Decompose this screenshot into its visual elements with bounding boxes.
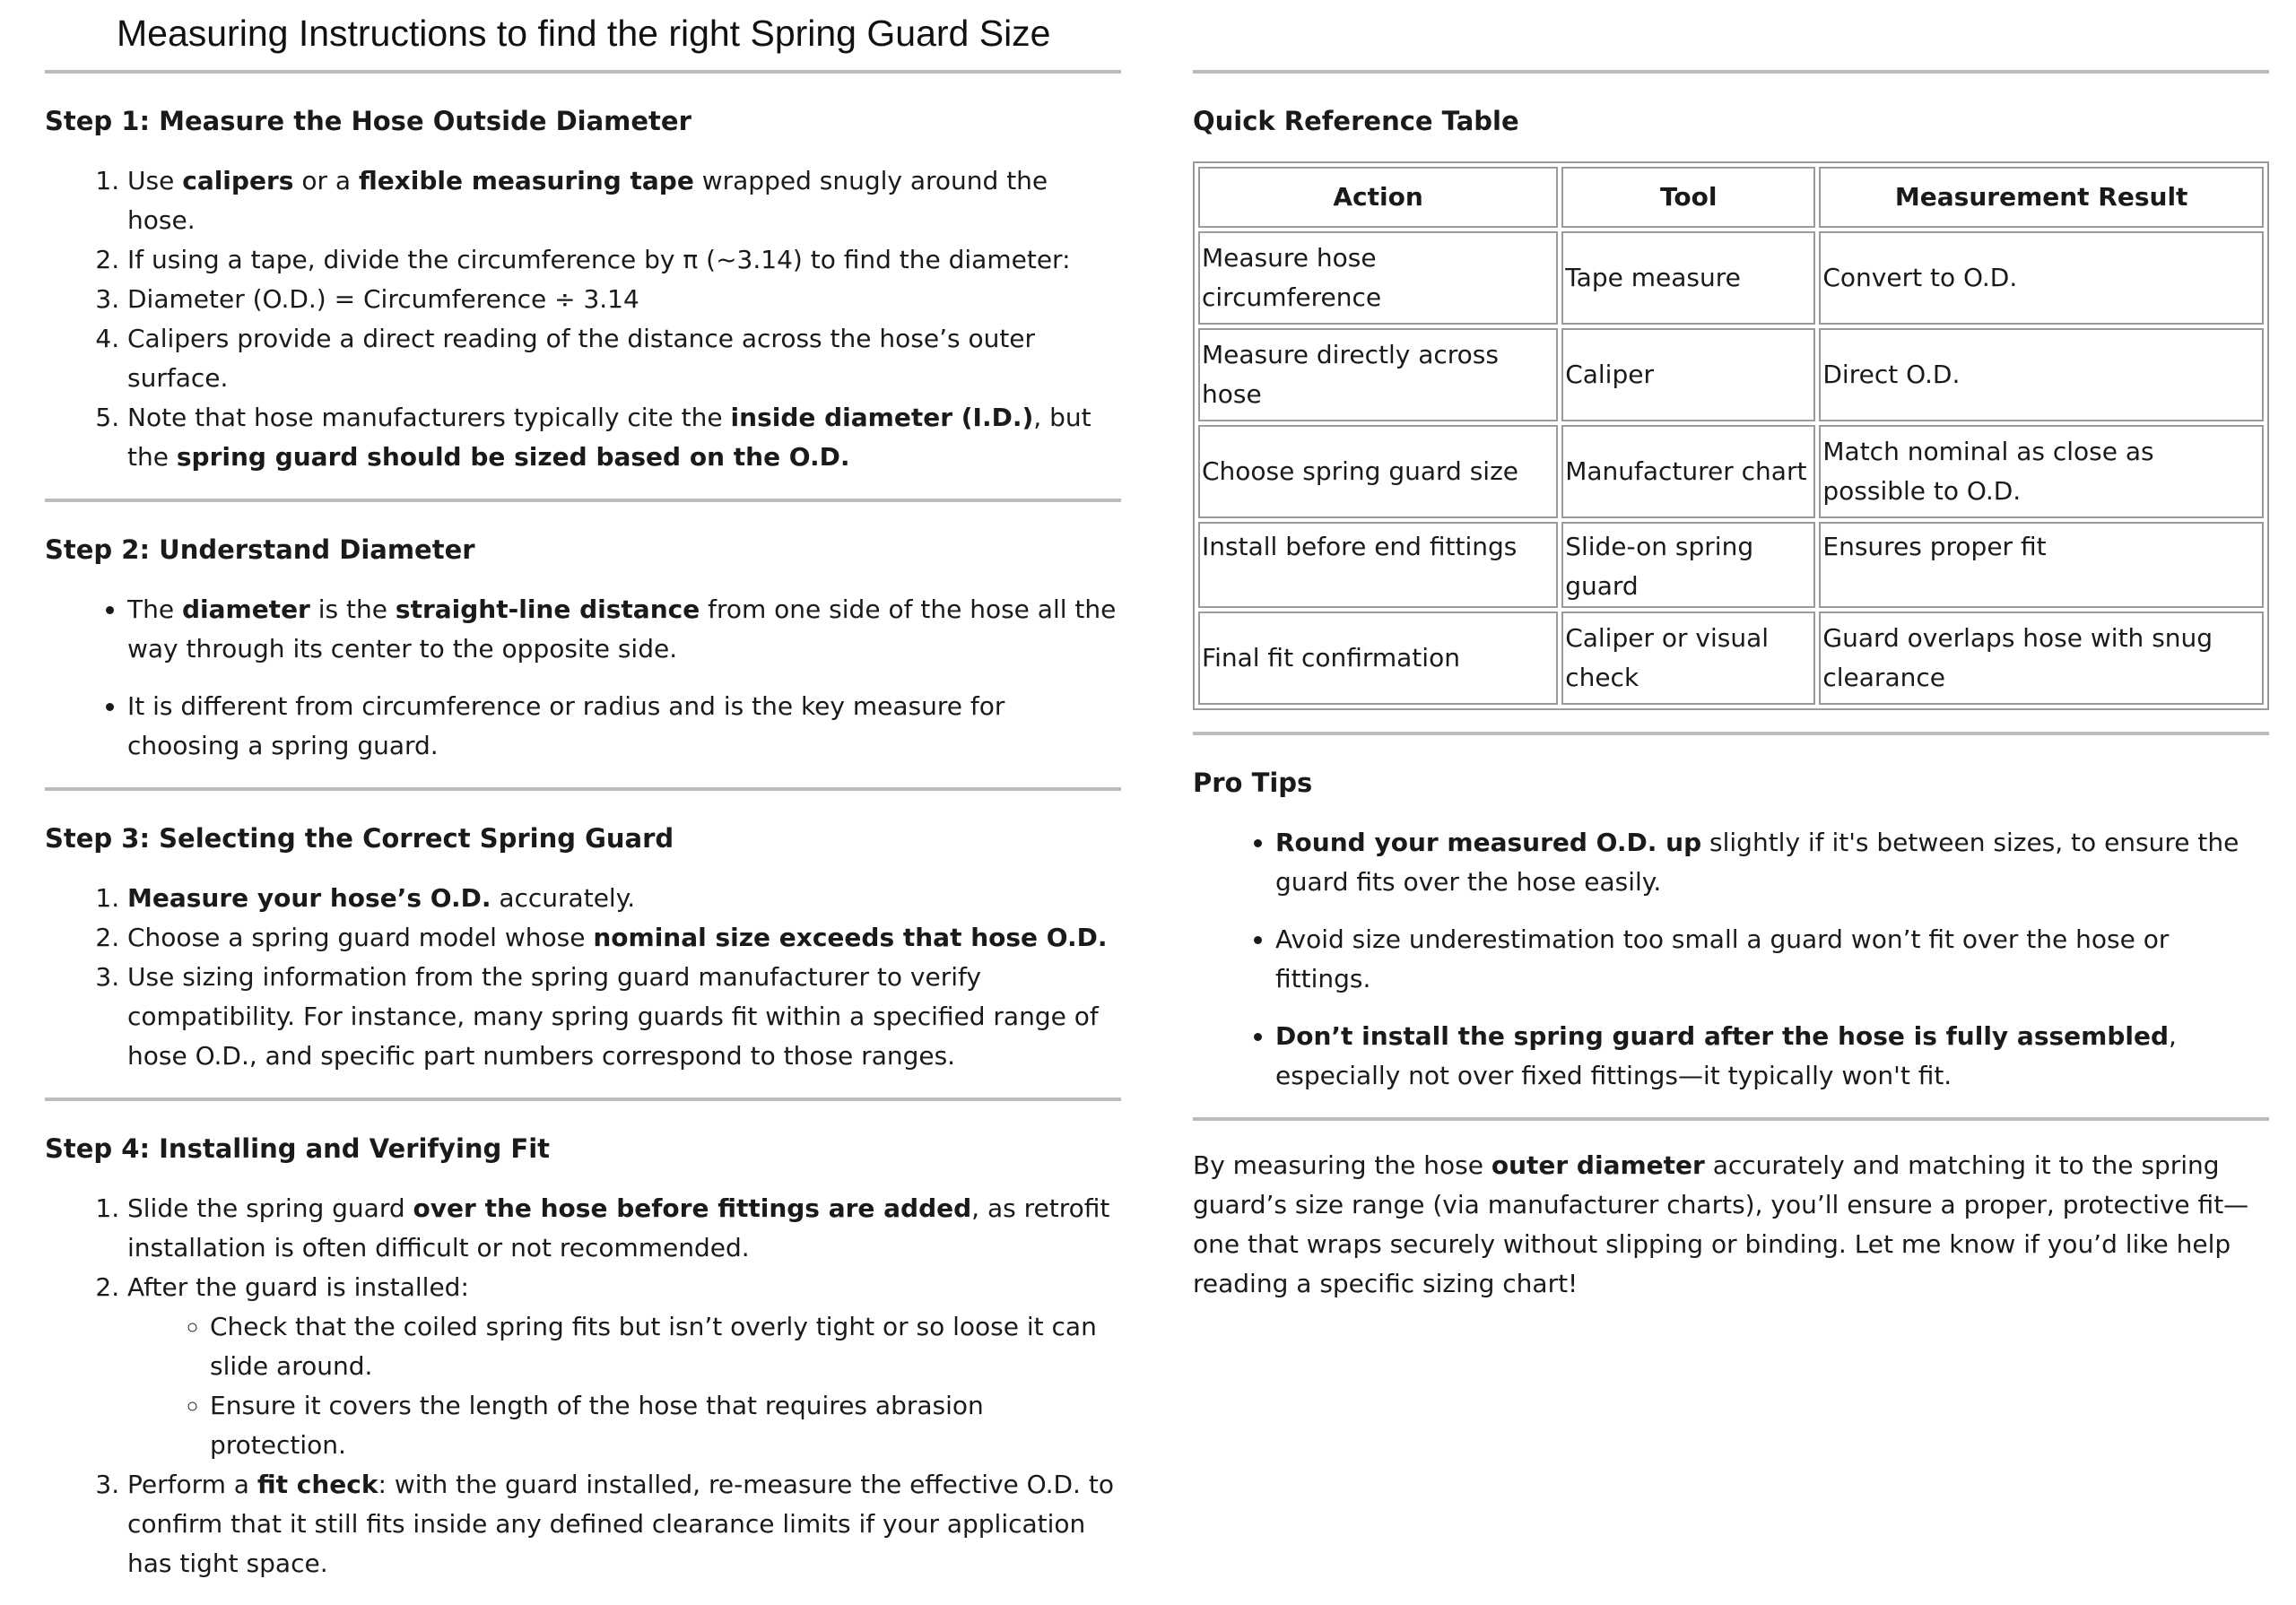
list-item <box>127 590 1121 669</box>
table-cell: Choose spring guard size <box>1198 425 1558 518</box>
text-run: , but the <box>127 403 1091 472</box>
step4-list <box>45 1189 1121 1583</box>
step3-heading: Step 3: Selecting the Correct Spring Guard <box>45 823 674 854</box>
step2-section <box>45 502 1121 791</box>
text-run: Avoid size underestimation too small a guard won’t fit over the hose or fittings. <box>1275 924 2170 993</box>
text-run: Use sizing information from the spring guard manufacturer to verify compatibility. For instance, many spring guards fit within a specified range of hose O.D., and specific part numbers correspond to those ranges. <box>127 962 1099 1071</box>
list-item <box>127 958 1121 1076</box>
list-item <box>127 280 1121 319</box>
list-item <box>127 319 1121 398</box>
table-header-row <box>1198 167 2264 228</box>
sublist-item <box>210 1307 1121 1386</box>
text-run: By measuring the hose <box>1193 1150 1492 1180</box>
table-row <box>1198 522 2264 608</box>
bold-text: inside diameter (I.D.) <box>730 403 1034 432</box>
text-run: : with the guard installed, re-measure the effective O.D. to confirm that it still fits inside any defined clearance limits if your application has tight space. <box>127 1470 1114 1578</box>
step3-list <box>45 879 1121 1076</box>
closing-paragraph <box>1193 1146 2269 1304</box>
bold-text: outer diameter <box>1491 1150 1705 1180</box>
table-cell: Tape measure <box>1561 231 1815 325</box>
bold-text: diameter <box>181 594 310 624</box>
text-run: Ensure it covers the length of the hose that requires abrasion protection. <box>210 1391 984 1460</box>
bold-text: Round your measured O.D. up <box>1275 828 1702 857</box>
step4-heading: Step 4: Installing and Verifying Fit <box>45 1133 551 1164</box>
table-section <box>1193 74 2269 735</box>
text-run: Diameter (O.D.) = Circumference ÷ 3.14 <box>127 284 639 314</box>
table-cell: Direct O.D. <box>1819 328 2264 421</box>
table-row <box>1198 328 2264 421</box>
step3-section <box>45 791 1121 1101</box>
table-row <box>1198 231 2264 325</box>
list-item <box>1275 1017 2269 1096</box>
list-item-text <box>127 1272 469 1302</box>
table-cell: Final fit confirmation <box>1198 612 1558 705</box>
table-row <box>1198 612 2264 705</box>
bold-text: nominal size exceeds that hose O.D. <box>593 923 1108 952</box>
right-column <box>1193 0 2269 1304</box>
bold-text: fit check <box>257 1470 378 1499</box>
text-run: , as retrofit installation is often difficult or not recommended. <box>127 1193 1110 1262</box>
list-item <box>127 398 1121 477</box>
tips-list <box>1193 823 2269 1096</box>
column-header: Tool <box>1561 167 1815 228</box>
text-run: The <box>127 594 182 624</box>
step1-list <box>45 161 1121 477</box>
table-cell: Caliper <box>1561 328 1815 421</box>
text-run: If using a tape, divide the circumference by π (~3.14) to find the diameter: <box>127 245 1071 274</box>
step4-section <box>45 1101 1121 1605</box>
table-cell: Match nominal as close as possible to O.D. <box>1819 425 2264 518</box>
text-run: accurately and matching it to the spring guard’s size range (via manufacturer charts), you’ll ensure a proper, protective fit—one that wraps securely without slipping or binding. Let me know if you’d like help reading a specific sizing chart! <box>1193 1150 2249 1298</box>
table-heading: Quick Reference Table <box>1193 106 1519 136</box>
page-title: Measuring Instructions to find the right Spring Guard Size <box>45 0 1121 74</box>
list-item <box>127 240 1121 280</box>
text-run: from one side of the hose all the way through its center to the opposite side. <box>127 594 1117 664</box>
list-item <box>127 687 1121 766</box>
text-run: Choose a spring guard model whose <box>127 923 594 952</box>
bold-text: calipers <box>182 166 294 195</box>
text-run: Note that hose manufacturers typically cite the <box>127 403 731 432</box>
table-cell: Ensures proper fit <box>1819 522 2264 608</box>
table-cell: Convert to O.D. <box>1819 231 2264 325</box>
step2-list <box>45 590 1121 766</box>
text-run: It is different from circumference or radius and is the key measure for choosing a spring guard. <box>127 691 1005 760</box>
table-cell: Caliper or visual check <box>1561 612 1815 705</box>
sublist-item <box>210 1386 1121 1465</box>
bold-text: spring guard should be sized based on the O.D. <box>176 442 850 472</box>
text-run: Use <box>127 166 183 195</box>
table-cell: Manufacturer chart <box>1561 425 1815 518</box>
table-cell: Measure hose circumference <box>1198 231 1558 325</box>
table-cell: Install before end fittings <box>1198 522 1558 608</box>
text-run: Check that the coiled spring fits but isn’t overly tight or so loose it can slide around. <box>210 1312 1097 1381</box>
text-run: or a <box>293 166 359 195</box>
left-column <box>45 0 1121 1605</box>
list-item <box>127 918 1121 958</box>
text-run: slightly if it's between sizes, to ensure the guard fits over the hose easily. <box>1275 828 2239 897</box>
text-run: accurately. <box>491 883 636 913</box>
text-run: wrapped snugly around the hose. <box>127 166 1048 235</box>
text-run: After the guard is installed: <box>127 1272 469 1302</box>
column-header: Action <box>1198 167 1558 228</box>
text-run: Calipers provide a direct reading of the distance across the hose’s outer surface. <box>127 324 1036 393</box>
table-row <box>1198 425 2264 518</box>
bold-text: Measure your hose’s O.D. <box>127 883 491 913</box>
step1-section <box>45 74 1121 502</box>
bold-text: over the hose before fittings are added <box>413 1193 972 1223</box>
top-divider <box>1193 0 2269 74</box>
bold-text: Don’t install the spring guard after the hose is fully assembled <box>1275 1021 2169 1051</box>
list-item <box>127 1465 1121 1583</box>
column-header: Measurement Result <box>1819 167 2264 228</box>
list-item <box>1275 920 2269 999</box>
list-item <box>127 1268 1121 1465</box>
quick-reference-table <box>1193 161 2269 710</box>
table-cell: Guard overlaps hose with snug clearance <box>1819 612 2264 705</box>
text-run: Perform a <box>127 1470 257 1499</box>
list-item <box>127 1189 1121 1268</box>
text-run: , especially not over fixed fittings—it typically won't fit. <box>1275 1021 2177 1090</box>
step4-sublist <box>127 1307 1121 1465</box>
tips-heading: Pro Tips <box>1193 768 1313 798</box>
list-item <box>1275 823 2269 902</box>
step2-heading: Step 2: Understand Diameter <box>45 534 475 565</box>
step1-heading: Step 1: Measure the Hose Outside Diameter <box>45 106 691 136</box>
bold-text: flexible measuring tape <box>358 166 694 195</box>
list-item <box>127 879 1121 918</box>
table-cell: Slide-on spring guard <box>1561 522 1815 608</box>
tips-section <box>1193 735 2269 1121</box>
list-item <box>127 161 1121 240</box>
text-run: is the <box>309 594 396 624</box>
text-run: Slide the spring guard <box>127 1193 413 1223</box>
table-cell: Measure directly across hose <box>1198 328 1558 421</box>
bold-text: straight-line distance <box>395 594 700 624</box>
